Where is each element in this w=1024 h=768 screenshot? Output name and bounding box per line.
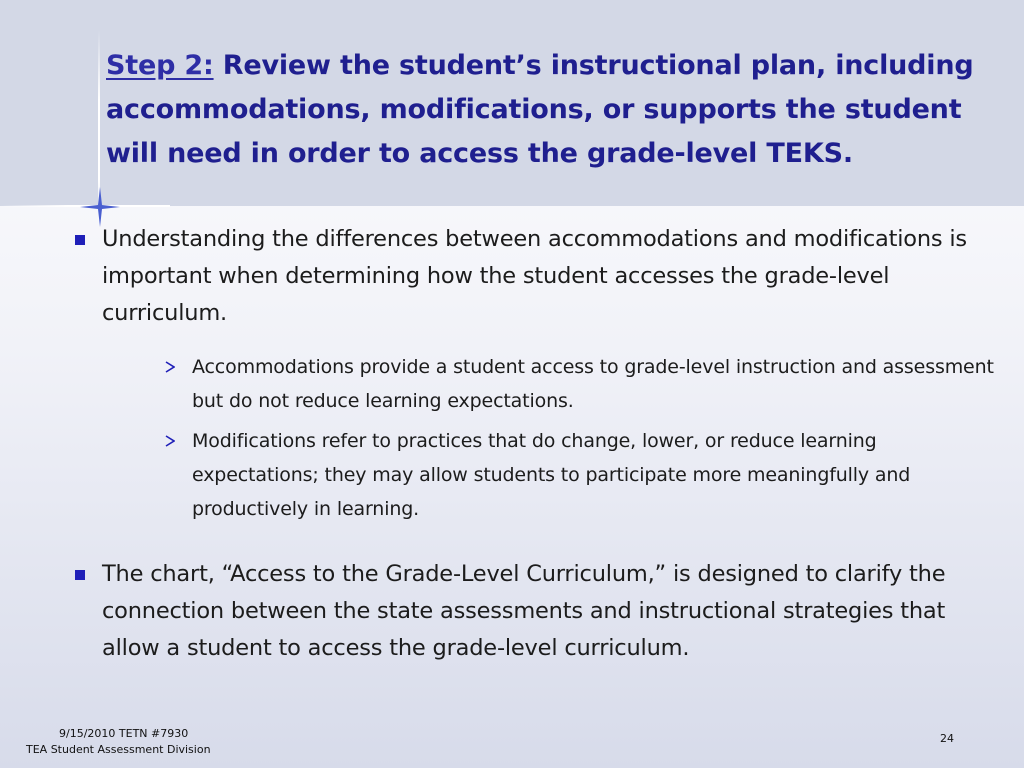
arrowhead-bullet-icon	[165, 435, 175, 447]
page-number: 24	[940, 732, 954, 745]
arrowhead-bullet-icon	[165, 361, 175, 373]
bullet-item: Understanding the differences between accommodations and modifications is important when determining how the student accesses the grade-level curriculum.	[102, 226, 967, 326]
square-bullet-icon	[75, 235, 85, 245]
footer-date: 9/15/2010 TETN #7930	[59, 727, 189, 740]
title-text: Review the student’s instructional plan, including accommodations, modifications, or supports the student will need in order to access the grade-level TEKS.	[106, 50, 974, 169]
footer-organization: TEA Student Assessment Division	[26, 743, 211, 756]
step-label: Step 2:	[106, 50, 214, 81]
sub-bullet-item: Accommodations provide a student access to grade-level instruction and assessment but do not reduce learning expectations.	[192, 356, 994, 412]
square-bullet-icon	[75, 570, 85, 580]
footer	[26, 726, 211, 758]
bullet-item: The chart, “Access to the Grade-Level Curriculum,” is designed to clarify the connection between the state assessments and instructional strategies that allow a student to access the grade-level curriculum.	[102, 561, 946, 661]
sub-bullet-item: Modifications refer to practices that do change, lower, or reduce learning expectations; they may allow students to participate more meaningfully and productively in learning.	[192, 430, 911, 520]
slide-title	[106, 44, 1016, 176]
